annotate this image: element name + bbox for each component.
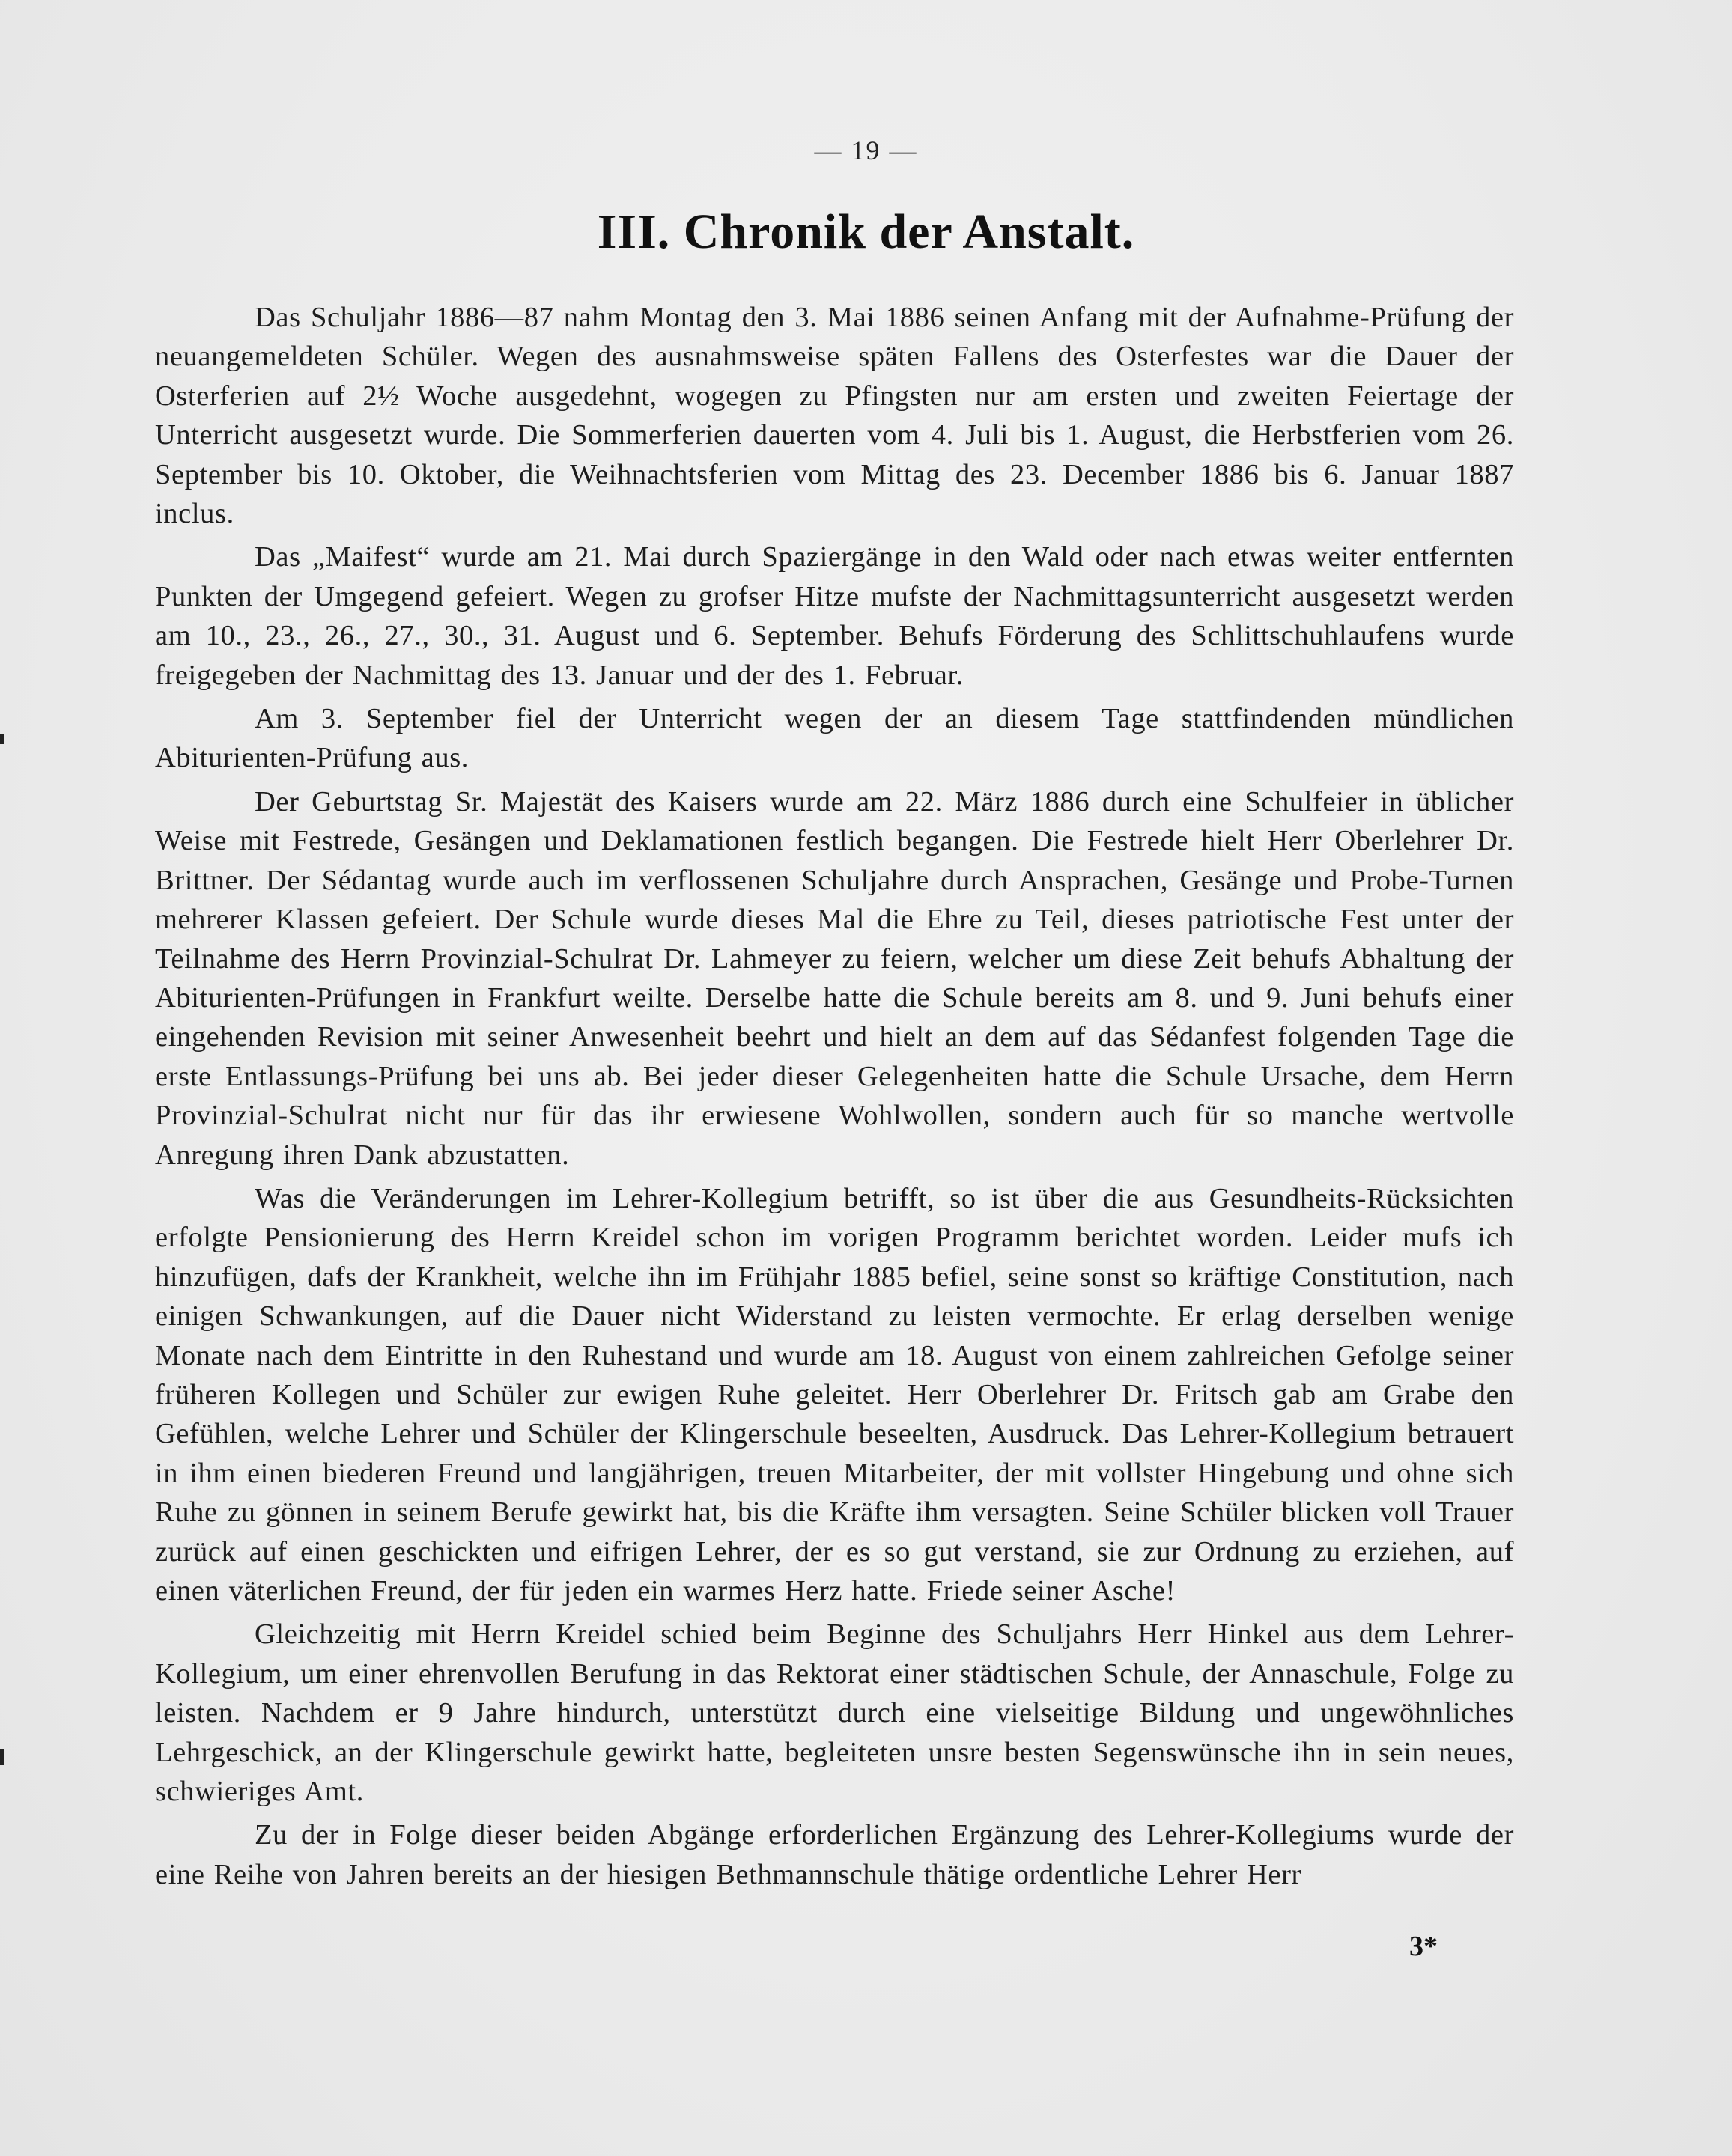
scan-edge-mark xyxy=(0,1749,4,1765)
paragraph-geburtstag-kaiser: Der Geburtstag Sr. Majestät des Kaisers wurde am 22. März 1886 durch eine Schulfeier in üblicher Weise mit Festrede, Gesängen und Deklamationen festlich begangen. Die Festrede hielt Herr Oberlehrer Dr. Brittner. Der Sédantag wurde auch im verflossenen Schuljahre durch Ansprachen, Gesänge und Probe-Turnen mehrerer Klassen gefeiert. Der Schule wurde dieses Mal die Ehre zu Teil, dieses patriotische Fest unter der Teilnahme des Herrn Provinzial-Schulrat Dr. Lahmeyer zu feiern, welcher um diese Zeit behufs Abhaltung der Abiturienten-Prüfungen in Frankfurt weilte. Derselbe hatte die Schule bereits am 8. und 9. Juni behufs einer eingehenden Revision mit seiner Anwesenheit beehrt und hielt an dem auf das Sédanfest folgenden Tage die erste Entlassungs-Prüfung bei uns ab. Bei jeder dieser Gelegenheiten hatte die Schule Ursache, dem Herrn Provinzial-Schulrat nicht nur für das ihr erwiesene Wohlwollen, sondern auch für so manche wertvolle Anregung ihren Dank abzustatten. xyxy=(155,785,1514,1171)
paragraph-schuljahr: Das Schuljahr 1886—87 nahm Montag den 3. Mai 1886 seinen Anfang mit der Aufnahme-Prüfung der neuangemeldeten Schüler. Wegen des ausnahmsweise späten Fallens des Osterfestes war die Dauer der Osterferien auf 2½ Woche ausgedehnt, wogegen zu Pfingsten nur am ersten und zweiten Feiertage der Unterricht ausgesetzt wurde. Die Sommerferien dauerten vom 4. Juli bis 1. August, die Herbstferien vom 26. September bis 10. Oktober, die Weihnachtsferien vom Mittag des 23. December 1886 bis 6. Januar 1887 inclus. xyxy=(155,302,1514,530)
paragraph-abiturienten-pruefung: Am 3. September fiel der Unterricht wegen der an diesem Tage stattfindenden mündlichen Abiturienten-Prüfung aus. xyxy=(155,703,1514,774)
page-number: — 19 — xyxy=(814,135,918,165)
scan-edge-mark xyxy=(0,734,4,744)
chapter-title: III. Chronik der Anstalt. xyxy=(597,204,1135,259)
paragraph-herr-hinkel: Gleichzeitig mit Herrn Kreidel schied beim Beginne des Schuljahrs Herr Hinkel aus dem Lehrer-Kollegium, um einer ehrenvollen Berufung in das Rektorat einer städtischen Schule, der Annaschule, Folge zu leisten. Nachdem er 9 Jahre hindurch, unterstützt durch eine vielseitige Bildung und ungewöhnliches Lehrgeschick, an der Klingerschule gewirkt hatte, begleiteten unsre besten Segenswünsche ihn in sein neues, schwieriges Amt. xyxy=(155,1618,1514,1808)
body-text xyxy=(155,298,1514,1898)
paragraph-ergaenzung: Zu der in Folge dieser beiden Abgänge erforderlichen Ergänzung des Lehrer-Kollegiums wurde der eine Reihe von Jahren bereits an der hiesigen Bethmannschule thätige ordentliche Lehrer Herr xyxy=(155,1819,1514,1890)
paragraph-lehrer-kollegium: Was die Veränderungen im Lehrer-Kollegium betrifft, so ist über die aus Gesundheits-Rücksichten erfolgte Pensionierung des Herrn Kreidel schon im vorigen Programm berichtet worden. Leider mufs ich hinzufügen, dafs der Krankheit, welche ihn im Frühjahr 1885 befiel, seine sonst so kräftige Constitution, nach einigen Schwankungen, auf die Dauer nicht Widerstand zu leisten vermochte. Er erlag derselben wenige Monate nach dem Eintritte in den Ruhestand und wurde am 18. August von einem zahlreichen Gefolge seiner früheren Kollegen und Schüler zur ewigen Ruhe geleitet. Herr Oberlehrer Dr. Fritsch gab am Grabe den Gefühlen, welche Lehrer und Schüler der Klingerschule beseelten, Ausdruck. Das Lehrer-Kollegium betrauert in ihm einen biederen Freund und langjährigen, treuen Mitarbeiter, der mit vollster Hingebung und ohne sich Ruhe zu gönnen in seinem Berufe gewirkt hat, bis die Kräfte ihm versagten. Seine Schüler blicken voll Trauer zurück auf einen geschickten und eifrigen Lehrer, der es so gut verstand, sie zur Ordnung zu erziehen, auf einen väterlichen Freund, der für jeden ein warmes Herz hatte. Friede seiner Asche! xyxy=(155,1182,1514,1607)
signature-mark: 3* xyxy=(1409,1931,1438,1962)
paragraph-maifest: Das „Maifest“ wurde am 21. Mai durch Spaziergänge in den Wald oder nach etwas weiter entfernten Punkten der Umgegend gefeiert. Wegen zu grofser Hitze mufste der Nachmittagsunterricht ausgesetzt werden am 10., 23., 26., 27., 30., 31. August und 6. September. Behufs Förderung des Schlittschuhlaufens wurde freigegeben der Nachmittag des 13. Januar und der des 1. Februar. xyxy=(155,541,1514,691)
